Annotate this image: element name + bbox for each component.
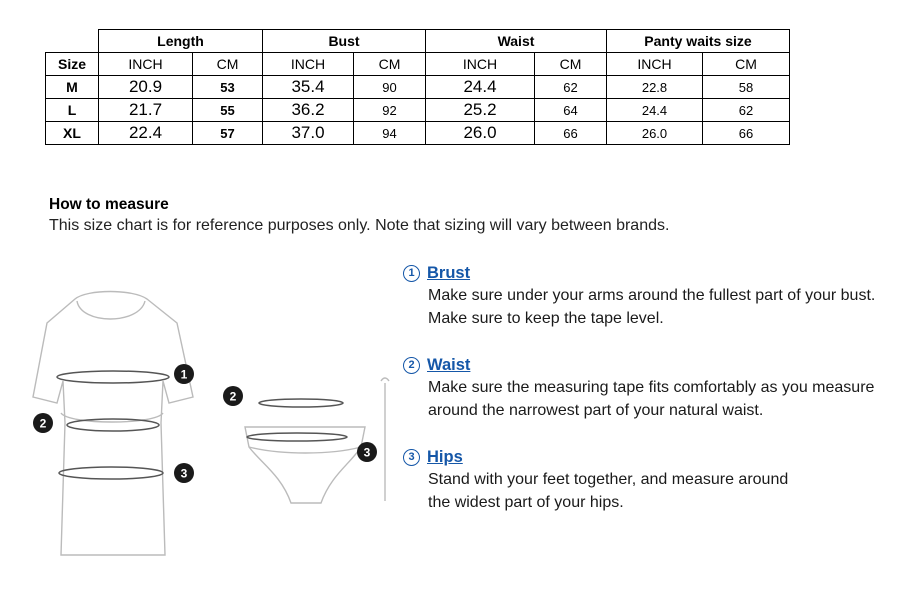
marker-two-icon [33, 413, 53, 433]
group-header-bust: Bust [263, 30, 426, 53]
waist-inch-cell: 24.4 [426, 76, 535, 99]
empty-corner-cell [46, 30, 99, 53]
instruction-bust [403, 262, 875, 330]
instruction-title[interactable]: Brust [427, 263, 471, 282]
panty-inch-cell: 26.0 [607, 122, 703, 145]
length-inch-cell: 21.7 [99, 99, 193, 122]
table-row [46, 122, 790, 145]
unit-header: CM [535, 53, 607, 76]
panty-cm-cell: 66 [703, 122, 790, 145]
unit-header-row [46, 53, 790, 76]
panty-cm-cell: 58 [703, 76, 790, 99]
size-column-header: Size [46, 53, 99, 76]
panty-waist-tape-line [259, 399, 343, 407]
unit-header: INCH [99, 53, 193, 76]
number-circle-icon: 2 [403, 357, 420, 374]
instruction-waist [403, 354, 874, 422]
unit-header: INCH [607, 53, 703, 76]
length-inch-cell: 20.9 [99, 76, 193, 99]
panty-inch-cell: 22.8 [607, 76, 703, 99]
instruction-text: Make sure under your arms around the fullest part of your bust. [428, 287, 876, 304]
table-row [46, 99, 790, 122]
waist-tape-line [67, 419, 159, 431]
panty-hips-tape-line [247, 433, 347, 441]
svg-text:1: 1 [180, 367, 188, 382]
instruction-text: the widest part of your hips. [428, 494, 624, 511]
marker-one-icon [174, 364, 194, 384]
panty-inch-cell: 24.4 [607, 99, 703, 122]
hips-tape-line [59, 467, 163, 479]
length-cm-cell: 55 [193, 99, 263, 122]
unit-header: INCH [426, 53, 535, 76]
number-circle-icon: 1 [403, 265, 420, 282]
group-header-panty-waist: Panty waits size [607, 30, 790, 53]
size-chart-table [45, 29, 790, 145]
size-cell: M [46, 76, 99, 99]
unit-header: CM [354, 53, 426, 76]
bust-inch-cell: 37.0 [263, 122, 354, 145]
instruction-text: Stand with your feet together, and measure around [428, 471, 789, 488]
instruction-text: Make sure the measuring tape fits comfortably as you measure [428, 379, 875, 396]
dress-sketch [33, 292, 193, 556]
instruction-text: around the narrowest part of your natural waist. [428, 402, 764, 419]
length-cm-cell: 57 [193, 122, 263, 145]
measurement-illustration [25, 285, 395, 570]
instruction-title[interactable]: Hips [427, 447, 463, 466]
bust-cm-cell: 94 [354, 122, 426, 145]
svg-text:3: 3 [180, 466, 188, 481]
bust-cm-cell: 90 [354, 76, 426, 99]
bust-inch-cell: 35.4 [263, 76, 354, 99]
waist-inch-cell: 25.2 [426, 99, 535, 122]
length-inch-cell: 22.4 [99, 122, 193, 145]
bust-tape-line [57, 371, 169, 383]
group-header-waist: Waist [426, 30, 607, 53]
instruction-text: Make sure to keep the tape level. [428, 310, 664, 327]
svg-text:3: 3 [363, 445, 371, 460]
panty-cm-cell: 62 [703, 99, 790, 122]
disclaimer-note: This size chart is for reference purposes only. Note that sizing will vary between brands. [49, 217, 670, 234]
svg-text:2: 2 [229, 389, 237, 404]
unit-header: CM [703, 53, 790, 76]
group-header-length: Length [99, 30, 263, 53]
waist-cm-cell: 62 [535, 76, 607, 99]
panty-marker-two-icon [223, 386, 243, 406]
size-cell: L [46, 99, 99, 122]
panty-marker-three-icon [357, 442, 377, 462]
size-cell: XL [46, 122, 99, 145]
waist-cm-cell: 64 [535, 99, 607, 122]
svg-text:2: 2 [39, 416, 47, 431]
unit-header: INCH [263, 53, 354, 76]
number-circle-icon: 3 [403, 449, 420, 466]
bust-inch-cell: 36.2 [263, 99, 354, 122]
instruction-hips [403, 446, 788, 514]
waist-cm-cell: 66 [535, 122, 607, 145]
waist-inch-cell: 26.0 [426, 122, 535, 145]
table-row [46, 76, 790, 99]
length-cm-cell: 53 [193, 76, 263, 99]
instruction-title[interactable]: Waist [427, 355, 471, 374]
unit-header: CM [193, 53, 263, 76]
how-to-measure-title: How to measure [49, 196, 169, 213]
group-header-row [46, 30, 790, 53]
bust-cm-cell: 92 [354, 99, 426, 122]
marker-three-icon [174, 463, 194, 483]
